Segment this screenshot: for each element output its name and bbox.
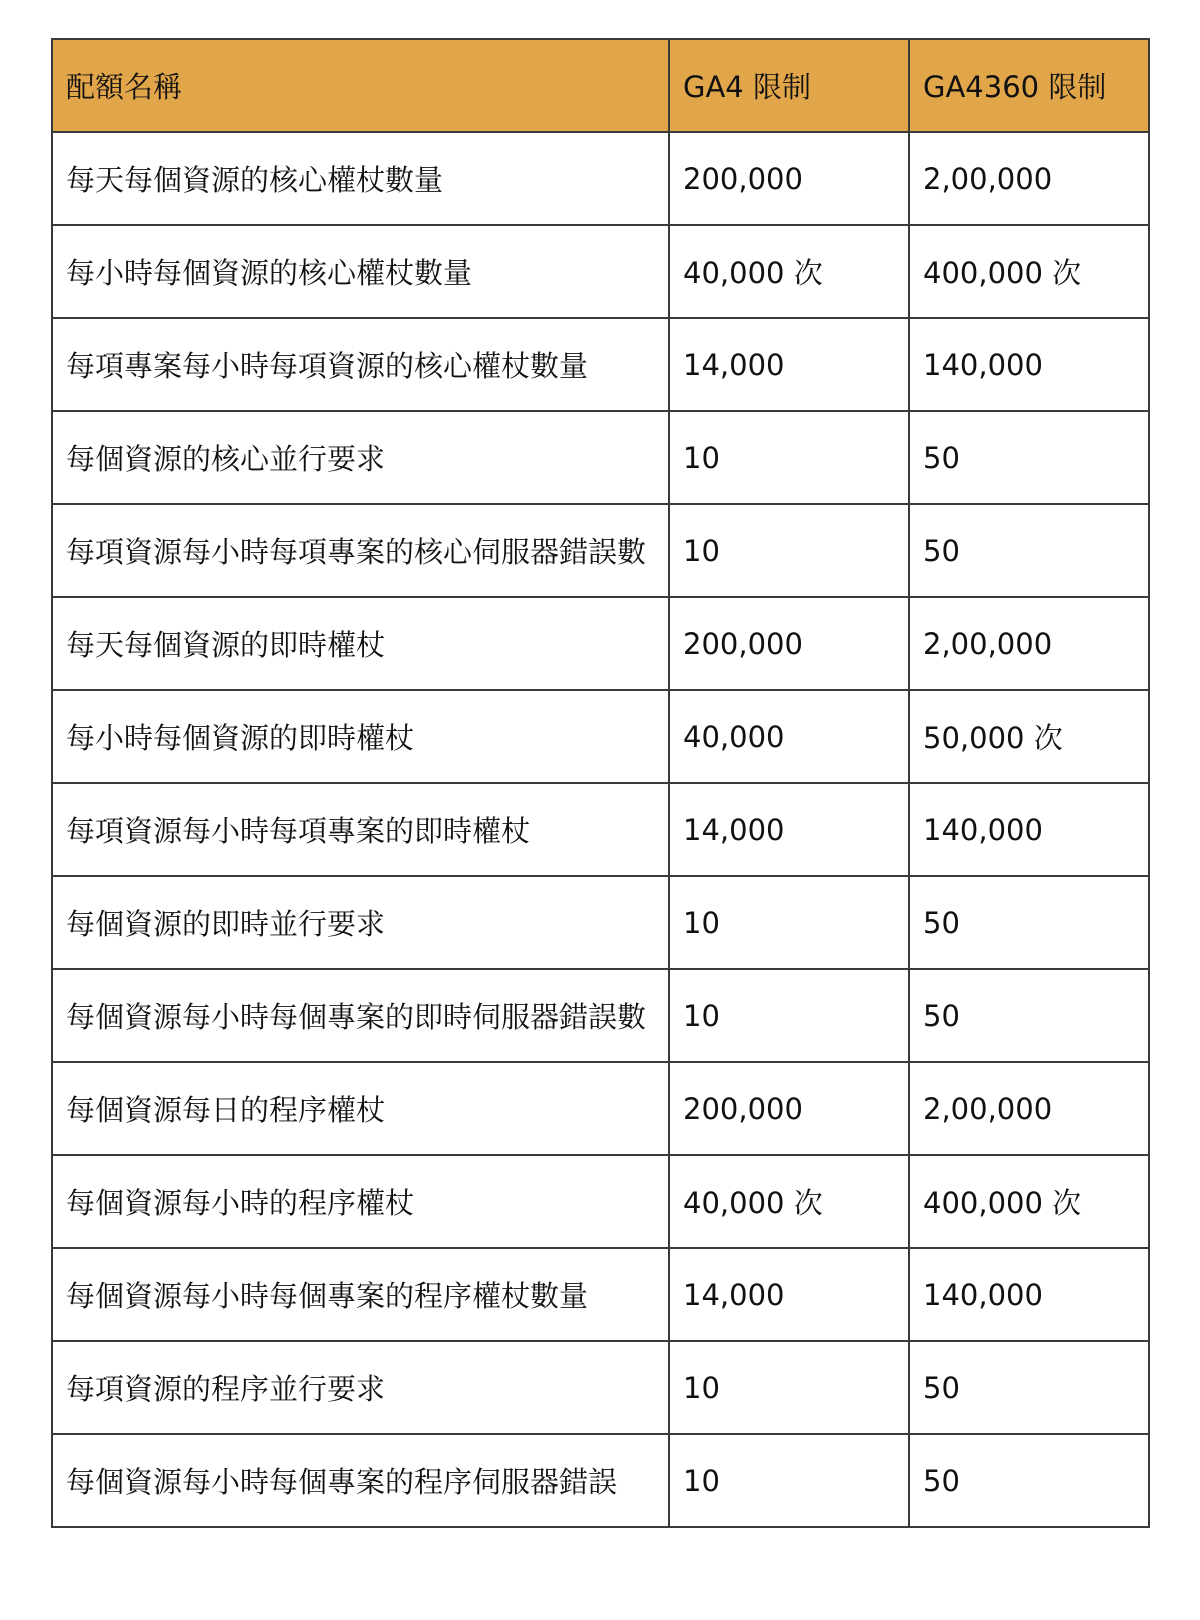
quota-name-cell: 每項專案每小時每項資源的核心權杖數量 <box>52 318 669 411</box>
quota-table <box>51 38 1150 1528</box>
ga4-limit-cell: 200,000 <box>669 597 909 690</box>
ga4-limit-cell: 14,000 <box>669 783 909 876</box>
quota-name-cell: 每項資源每小時每項專案的核心伺服器錯誤數 <box>52 504 669 597</box>
ga4360-limit-cell: 140,000 <box>909 1248 1149 1341</box>
table-header <box>52 39 1149 132</box>
table-row <box>52 318 1149 411</box>
table-row <box>52 411 1149 504</box>
ga4-limit-cell: 10 <box>669 1341 909 1434</box>
table-row <box>52 1155 1149 1248</box>
ga4-limit-cell: 10 <box>669 504 909 597</box>
table-row <box>52 504 1149 597</box>
ga4-limit-cell: 40,000 次 <box>669 1155 909 1248</box>
quota-name-cell: 每個資源的核心並行要求 <box>52 411 669 504</box>
header-quota-name: 配額名稱 <box>52 39 669 132</box>
ga4-limit-cell: 40,000 次 <box>669 225 909 318</box>
header-ga4-limit: GA4 限制 <box>669 39 909 132</box>
ga4-limit-cell: 200,000 <box>669 132 909 225</box>
quota-name-cell: 每項資源每小時每項專案的即時權杖 <box>52 783 669 876</box>
ga4-limit-cell: 10 <box>669 411 909 504</box>
ga4-limit-cell: 40,000 <box>669 690 909 783</box>
quota-name-cell: 每個資源每小時每個專案的程序權杖數量 <box>52 1248 669 1341</box>
ga4360-limit-cell: 50 <box>909 969 1149 1062</box>
ga4360-limit-cell: 50 <box>909 411 1149 504</box>
table-body <box>52 132 1149 1527</box>
quota-name-cell: 每小時每個資源的核心權杖數量 <box>52 225 669 318</box>
quota-name-cell: 每個資源的即時並行要求 <box>52 876 669 969</box>
quota-name-cell: 每個資源每小時每個專案的程序伺服器錯誤 <box>52 1434 669 1527</box>
ga4360-limit-cell: 2,00,000 <box>909 597 1149 690</box>
table-row <box>52 1341 1149 1434</box>
ga4360-limit-cell: 50 <box>909 876 1149 969</box>
ga4360-limit-cell: 50 <box>909 504 1149 597</box>
table-row <box>52 690 1149 783</box>
header-ga4360-limit: GA4360 限制 <box>909 39 1149 132</box>
table-row <box>52 876 1149 969</box>
ga4-limit-cell: 10 <box>669 876 909 969</box>
quota-name-cell: 每天每個資源的即時權杖 <box>52 597 669 690</box>
table-row <box>52 597 1149 690</box>
table-row <box>52 1062 1149 1155</box>
table-row <box>52 969 1149 1062</box>
ga4-limit-cell: 10 <box>669 1434 909 1527</box>
ga4-limit-cell: 14,000 <box>669 1248 909 1341</box>
header-row <box>52 39 1149 132</box>
ga4-limit-cell: 14,000 <box>669 318 909 411</box>
table-row <box>52 1434 1149 1527</box>
ga4360-limit-cell: 400,000 次 <box>909 1155 1149 1248</box>
quota-name-cell: 每天每個資源的核心權杖數量 <box>52 132 669 225</box>
ga4360-limit-cell: 140,000 <box>909 318 1149 411</box>
ga4360-limit-cell: 50 <box>909 1341 1149 1434</box>
ga4360-limit-cell: 2,00,000 <box>909 1062 1149 1155</box>
ga4360-limit-cell: 2,00,000 <box>909 132 1149 225</box>
ga4-limit-cell: 200,000 <box>669 1062 909 1155</box>
quota-name-cell: 每個資源每小時每個專案的即時伺服器錯誤數 <box>52 969 669 1062</box>
quota-name-cell: 每個資源每小時的程序權杖 <box>52 1155 669 1248</box>
ga4360-limit-cell: 50,000 次 <box>909 690 1149 783</box>
ga4360-limit-cell: 50 <box>909 1434 1149 1527</box>
ga4-limit-cell: 10 <box>669 969 909 1062</box>
quota-name-cell: 每項資源的程序並行要求 <box>52 1341 669 1434</box>
ga4360-limit-cell: 400,000 次 <box>909 225 1149 318</box>
ga4360-limit-cell: 140,000 <box>909 783 1149 876</box>
table-row <box>52 783 1149 876</box>
quota-name-cell: 每小時每個資源的即時權杖 <box>52 690 669 783</box>
table-row <box>52 225 1149 318</box>
table-row <box>52 132 1149 225</box>
quota-name-cell: 每個資源每日的程序權杖 <box>52 1062 669 1155</box>
table-row <box>52 1248 1149 1341</box>
